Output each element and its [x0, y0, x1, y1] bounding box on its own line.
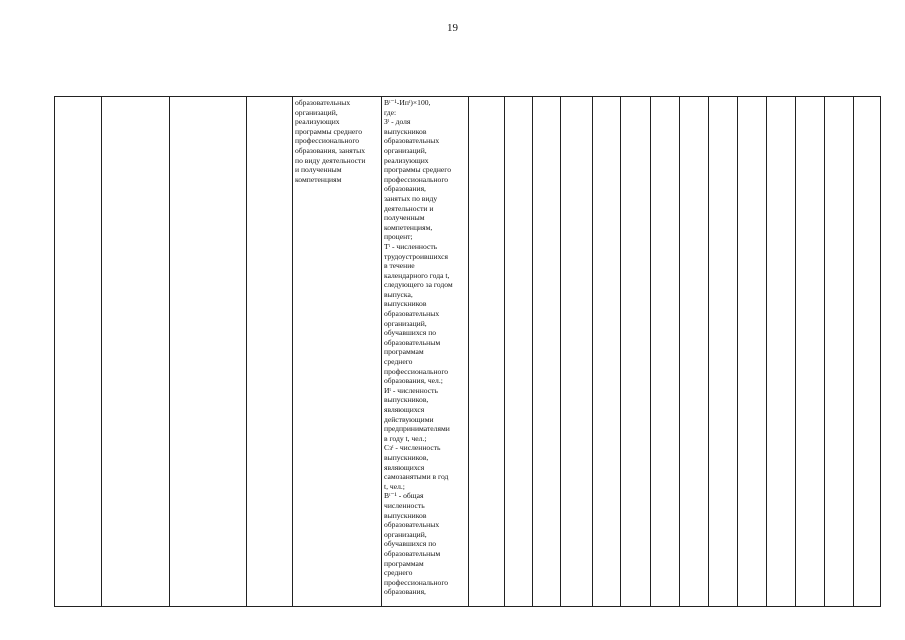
- column-divider: [620, 97, 621, 606]
- indicator-table: [54, 96, 881, 607]
- column-divider: [292, 97, 293, 606]
- column-divider: [504, 97, 505, 606]
- column-divider: [708, 97, 709, 606]
- column-divider: [737, 97, 738, 606]
- indicator-name-cell: образовательных организаций, реализующих программы среднего профессионального образования, занятых по виду деятельности и полученным компетенциям: [295, 98, 366, 184]
- column-divider: [795, 97, 796, 606]
- column-divider: [246, 97, 247, 606]
- column-divider: [853, 97, 854, 606]
- column-divider: [101, 97, 102, 606]
- column-divider: [560, 97, 561, 606]
- column-divider: [766, 97, 767, 606]
- column-divider: [824, 97, 825, 606]
- calculation-method-cell: Вᵗ⁻¹-Ипᵗ)×100, где: Зᵗ - доля выпускников образовательных организаций, реализующих программы среднего профессионального образования, занятых по виду деятельности и полученным компетенциям, процент; Тᵗ - численность трудоустроившихся в течение календарного года t, следующего за годом выпуска, выпускников образовательных организаций, обучавшихся по образовательным программам среднего профессионального образования, чел.; Иᵗ - численность выпускников, являющихся действующими предпринимателями в году t, чел.; Сзᵗ - численность выпускников, являющихся самозанятыми в год t, чел.; Вᵗ⁻¹ - общая численность выпускников образовательных организаций, обучавшихся по образовательным программам среднего профессионального образования,: [384, 98, 453, 597]
- column-divider: [532, 97, 533, 606]
- column-divider: [592, 97, 593, 606]
- page-number: 19: [447, 22, 458, 34]
- column-divider: [169, 97, 170, 606]
- column-divider: [650, 97, 651, 606]
- column-divider: [679, 97, 680, 606]
